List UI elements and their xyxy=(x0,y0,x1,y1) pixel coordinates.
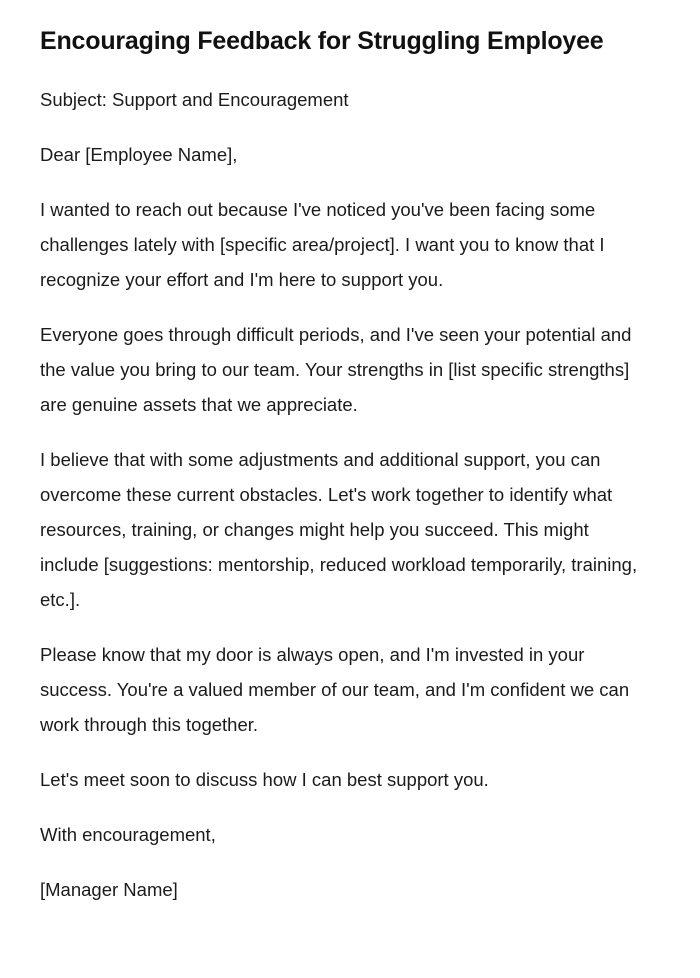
body-paragraph-5: Let's meet soon to discuss how I can best support you. xyxy=(40,769,489,790)
signature-placeholder: [Manager Name] xyxy=(40,879,178,900)
subject-line: Subject: Support and Encouragement xyxy=(40,89,349,110)
body-paragraph-2: Everyone goes through difficult periods, and I've seen your potential and the value you bring to our team. Your strengths in [list specific strengths] are genuine assets that we appreciate. xyxy=(40,324,632,415)
document-title: Encouraging Feedback for Struggling Employee xyxy=(40,27,604,55)
body-paragraph-3: I believe that with some adjustments and additional support, you can overcome these current obstacles. Let's work together to identify what resources, training, or changes might help you succeed. This might include [suggestions: mentorship, reduced workload temporarily, training, etc.]. xyxy=(40,449,638,610)
body-paragraph-1: I wanted to reach out because I've noticed you've been facing some challenges lately with [specific area/project]. I want you to know that I recognize your effort and I'm here to support you. xyxy=(40,199,605,290)
body-paragraph-4: Please know that my door is always open, and I'm invested in your success. You're a valued member of our team, and I'm confident we can work through this together. xyxy=(40,644,630,735)
closing-line: With encouragement, xyxy=(40,824,216,845)
salutation: Dear [Employee Name], xyxy=(40,144,238,165)
